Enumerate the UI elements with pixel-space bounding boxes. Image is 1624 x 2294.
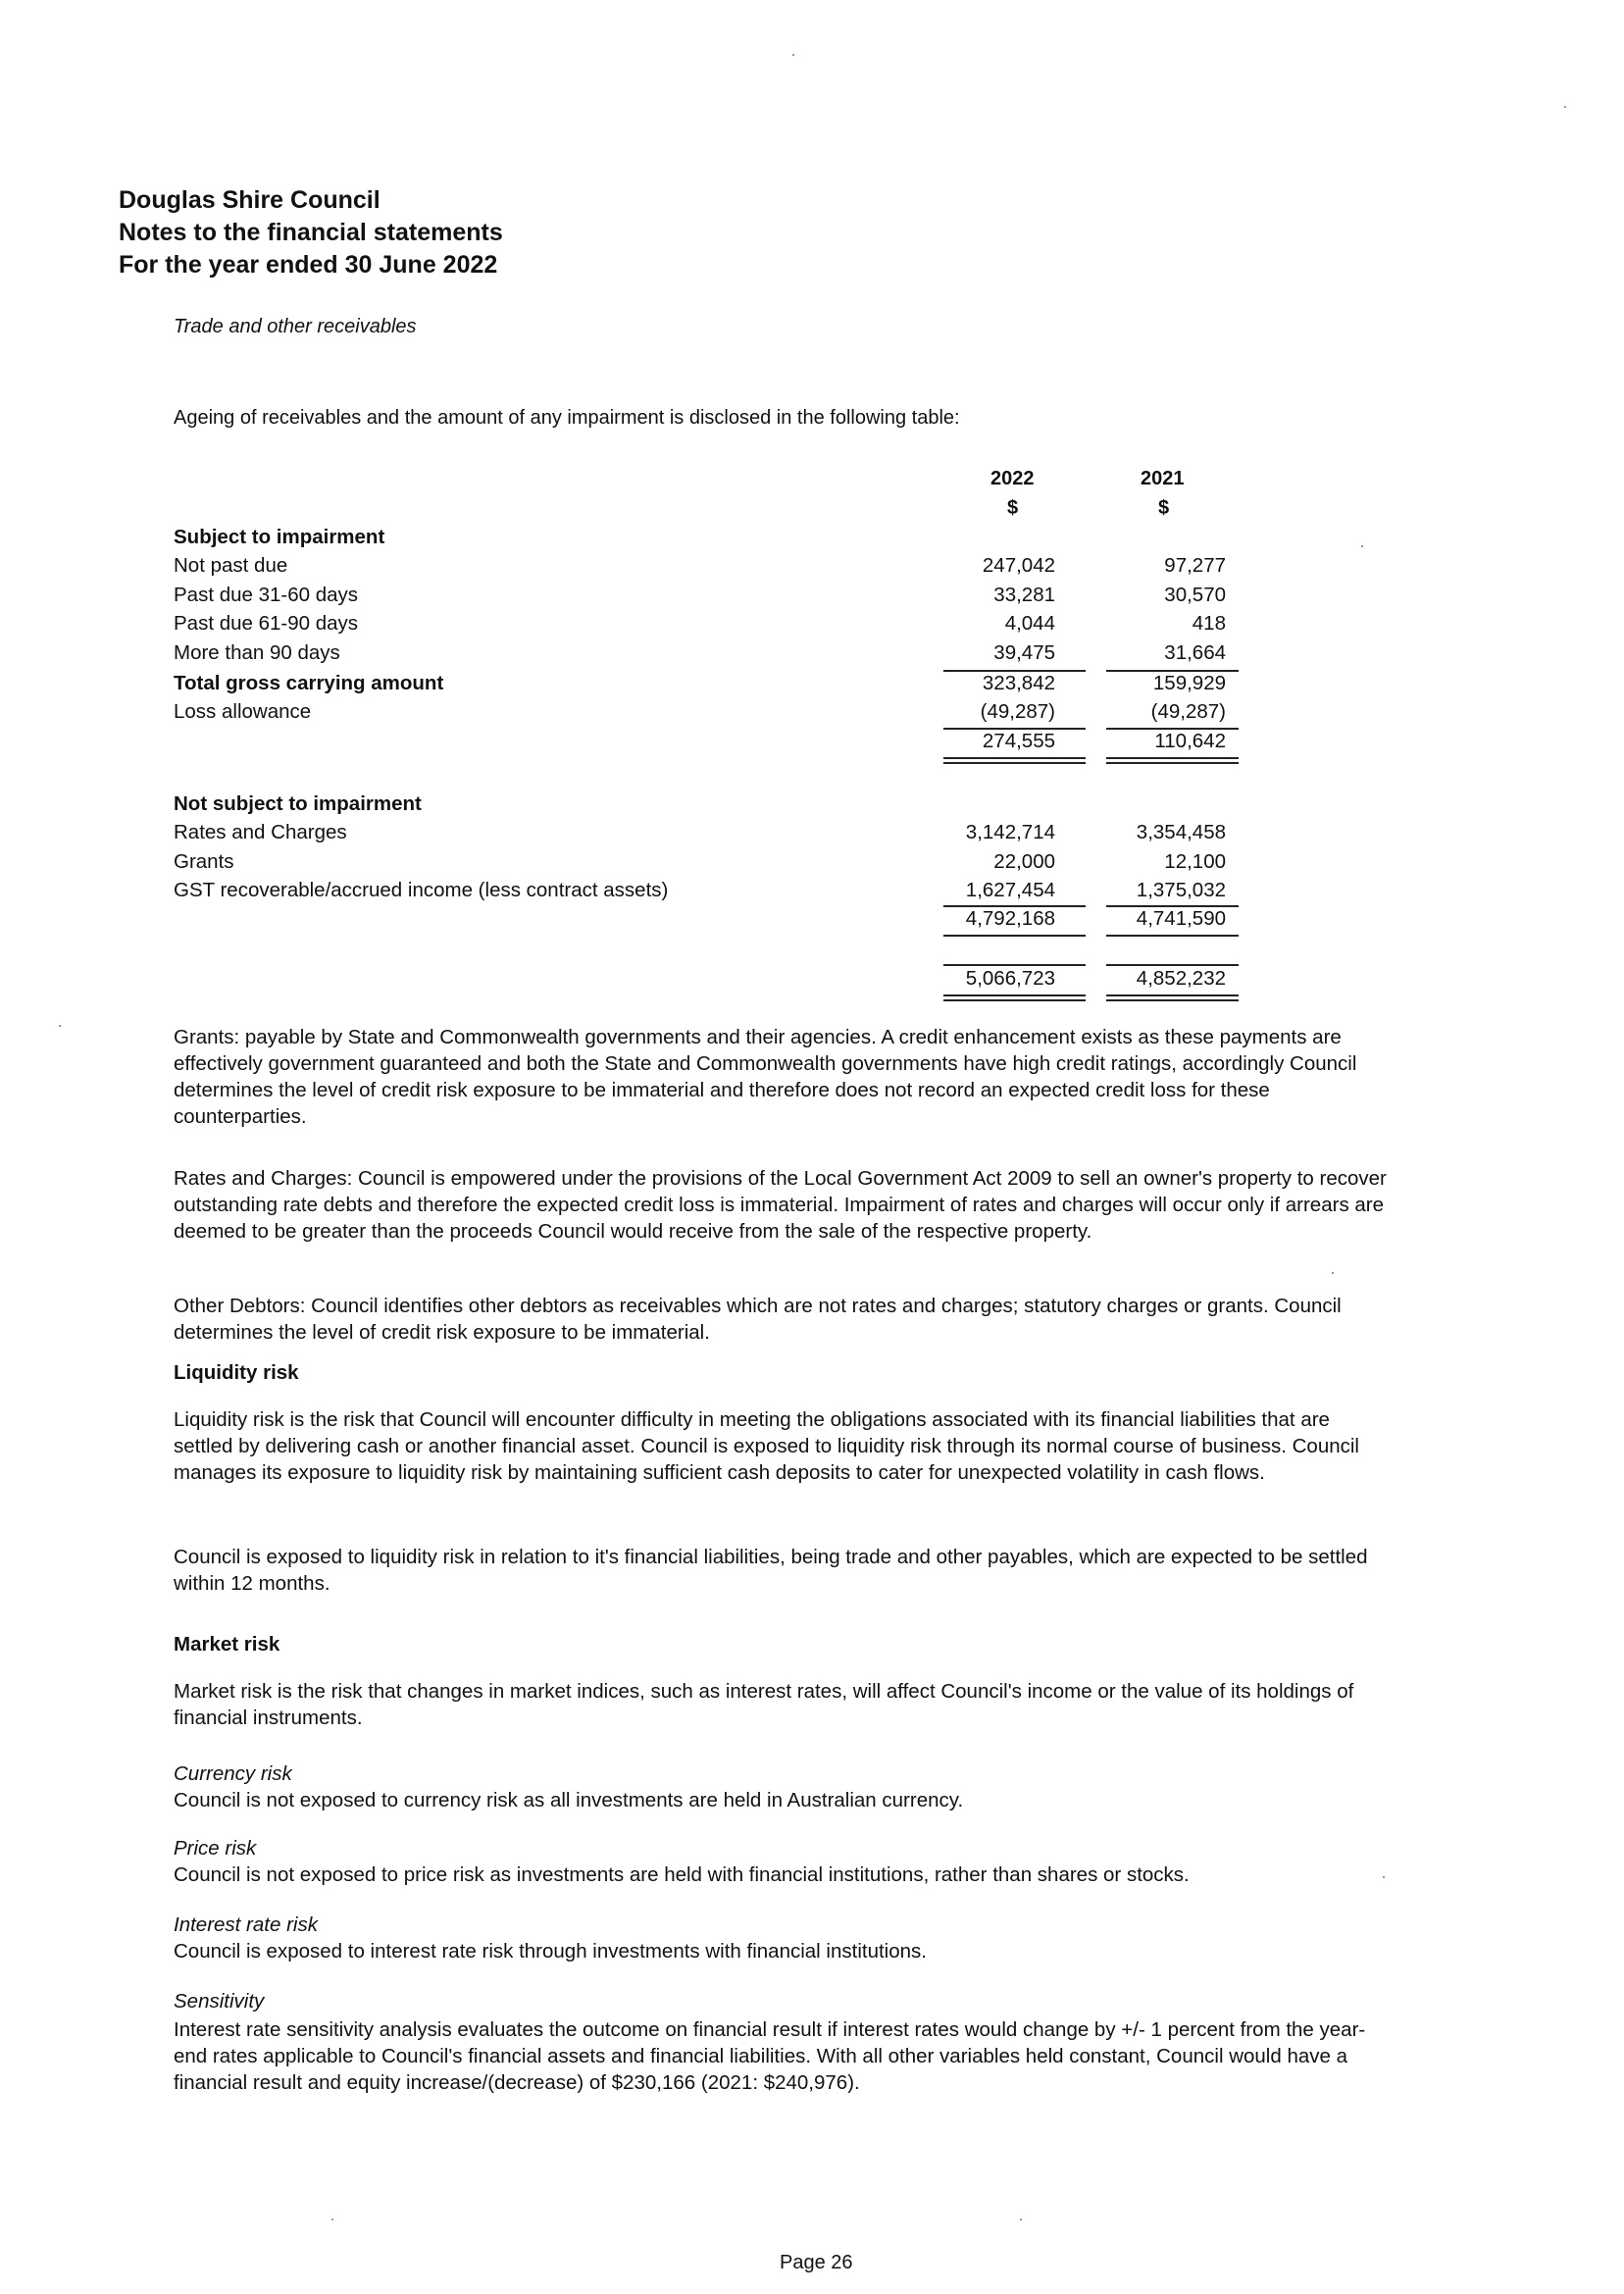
row-value-2021: 159,929 [1152, 672, 1226, 694]
table-row [174, 609, 1243, 638]
row-value-2022: 247,042 [982, 554, 1055, 577]
scan-speck [1020, 2218, 1022, 2220]
paragraph-text: Liquidity risk is the risk that Council will encounter difficulty in meeting the obligations associated with its financial liabilities that are settled by delivering cash or another financial asset. Council is exposed to liquidity risk through its normal course of business. Council manages its exposure to liquidity risk by maintaining sufficient cash deposits to cater for unexpected volatility in cash flows. [174, 1408, 1359, 1484]
table-row [174, 876, 1243, 905]
sensitivity-heading: Sensitivity [174, 1990, 265, 2013]
paragraph-text: Council is exposed to liquidity risk in relation to it's financial liabilities, being trade and other payables, which are expected to be settled within 12 months. [174, 1546, 1368, 1595]
double-rule-top [943, 757, 1086, 759]
paragraph-text: Market risk is the risk that changes in market indices, such as interest rates, will affect Council's income or the value of its holdings of financial instruments. [174, 1680, 1354, 1729]
paragraph-text: Other Debtors: Council identifies other debtors as receivables which are not rates and charges; statutory charges or grants. Council determines the level of credit risk exposure to be immaterial. [174, 1295, 1342, 1344]
double-rule-bottom [943, 762, 1086, 764]
row-value-2021: 30,570 [1164, 584, 1226, 606]
scan-speck [331, 2218, 333, 2220]
loss-allowance-row [174, 697, 1243, 727]
rates-paragraph [174, 1165, 1390, 1245]
entity-name: Douglas Shire Council [119, 186, 381, 214]
row-value-2022: 1,627,454 [965, 879, 1055, 901]
not-subject-heading-row [174, 790, 1243, 819]
subject-heading: Subject to impairment [174, 526, 385, 548]
row-label: Past due 61-90 days [174, 612, 359, 635]
table-intro: Ageing of receivables and the amount of any impairment is disclosed in the following table: [174, 407, 960, 429]
double-rule-bottom [1106, 762, 1239, 764]
scan-speck [1564, 106, 1566, 108]
table-row [174, 818, 1243, 847]
double-rule-top [943, 994, 1086, 996]
column-heading-2021: 2021 [1141, 468, 1185, 489]
row-value-2022: 274,555 [982, 730, 1055, 752]
row-value-2021: 3,354,458 [1136, 821, 1226, 843]
double-rule-top [1106, 994, 1239, 996]
reporting-period: For the year ended 30 June 2022 [119, 251, 498, 279]
table-row [174, 551, 1243, 581]
row-value-2022: 4,044 [1004, 612, 1055, 635]
row-value-2022: (49,287) [980, 700, 1055, 723]
subtotal-rule [943, 935, 1086, 937]
row-value-2021: 4,852,232 [1136, 967, 1226, 990]
table-row [174, 638, 1243, 668]
currency-risk-heading: Currency risk [174, 1762, 292, 1785]
row-value-2022: 39,475 [993, 641, 1055, 664]
row-value-2021: 97,277 [1164, 554, 1226, 577]
liquidity-risk-heading: Liquidity risk [174, 1361, 299, 1384]
market-risk-heading: Market risk [174, 1633, 280, 1656]
row-value-2022: 22,000 [993, 850, 1055, 873]
row-value-2021: 110,642 [1154, 730, 1226, 752]
grants-paragraph [174, 1024, 1390, 1130]
paragraph-text: Rates and Charges: Council is empowered under the provisions of the Local Government Act 2009 to sell an owner's property to recover outstanding rate debts and therefore the expected credit loss is immaterial. Impairment of rates and charges will occur only if arrears are deemed to be greater than the proceeds Council would receive from the sale of the respective property. [174, 1167, 1387, 1243]
double-rule-bottom [1106, 999, 1239, 1001]
not-subject-subtotal-row [174, 904, 1243, 934]
section-title: Trade and other receivables [174, 316, 417, 337]
row-value-2021: 1,375,032 [1136, 879, 1226, 901]
row-label: More than 90 days [174, 641, 340, 664]
double-rule-top [1106, 757, 1239, 759]
liquidity-paragraph-2 [174, 1544, 1390, 1597]
not-subject-heading: Not subject to impairment [174, 792, 422, 815]
row-label: Not past due [174, 554, 288, 577]
row-label: GST recoverable/accrued income (less contract assets) [174, 879, 669, 901]
row-label: Rates and Charges [174, 821, 347, 843]
table-row [174, 581, 1243, 610]
scan-speck [792, 54, 794, 56]
other-debtors-paragraph [174, 1293, 1390, 1346]
row-label: Grants [174, 850, 234, 873]
row-value-2022: 5,066,723 [965, 967, 1055, 990]
liquidity-paragraph-1 [174, 1406, 1390, 1486]
page-number: Page 26 [780, 2252, 853, 2273]
paragraph-text: Grants: payable by State and Commonwealth governments and their agencies. A credit enhancement exists as these payments are effectively government guaranteed and both the State and Commonwealth governments have high credit ratings, accordingly Council determines the level of credit risk exposure to be immaterial and therefore does not record an expected credit loss for these counterparties. [174, 1026, 1357, 1128]
price-risk-text: Council is not exposed to price risk as investments are held with financial institutions, rather than shares or stocks. [174, 1863, 1190, 1886]
market-paragraph [174, 1678, 1390, 1731]
row-value-2021: (49,287) [1150, 700, 1226, 723]
row-value-2021: 31,664 [1164, 641, 1226, 664]
paragraph-text: Interest rate sensitivity analysis evaluates the outcome on financial result if interest rates would change by +/- 1 percent from the year-end rates applicable to Council's financial assets and financial liabilities. With all other variables held constant, Council would have a financial result and equity increase/(decrease) of $230,166 (2021: $240,976). [174, 2018, 1366, 2094]
interest-rate-risk-text: Council is exposed to interest rate risk through investments with financial institutions. [174, 1940, 927, 1963]
subtotal-rule [1106, 935, 1239, 937]
column-heading-2022: 2022 [990, 468, 1035, 489]
row-value-2022: 33,281 [993, 584, 1055, 606]
scan-speck [1361, 545, 1363, 547]
row-value-2021: 4,741,590 [1136, 907, 1226, 930]
row-label: Past due 31-60 days [174, 584, 359, 606]
scan-speck [59, 1025, 61, 1027]
row-value-2022: 323,842 [982, 672, 1055, 694]
scan-speck [1332, 1272, 1334, 1274]
document-title: Notes to the financial statements [119, 219, 503, 246]
table-row [174, 847, 1243, 877]
column-unit-2021: $ [1158, 497, 1170, 519]
subject-heading-row [174, 523, 1243, 552]
net-receivables-row [174, 727, 1243, 756]
currency-risk-text: Council is not exposed to currency risk as all investments are held in Australian currency. [174, 1789, 964, 1811]
grand-total-row [174, 964, 1243, 994]
row-label: Loss allowance [174, 700, 312, 723]
row-value-2022: 3,142,714 [965, 821, 1055, 843]
price-risk-heading: Price risk [174, 1837, 257, 1860]
column-unit-2022: $ [1007, 497, 1019, 519]
sensitivity-paragraph [174, 2016, 1390, 2096]
total-gross-row [174, 669, 1243, 698]
double-rule-bottom [943, 999, 1086, 1001]
scan-speck [1383, 1876, 1385, 1878]
row-label: Total gross carrying amount [174, 672, 444, 694]
interest-rate-risk-heading: Interest rate risk [174, 1913, 318, 1936]
row-value-2021: 418 [1192, 612, 1226, 635]
row-value-2021: 12,100 [1164, 850, 1226, 873]
row-value-2022: 4,792,168 [965, 907, 1055, 930]
